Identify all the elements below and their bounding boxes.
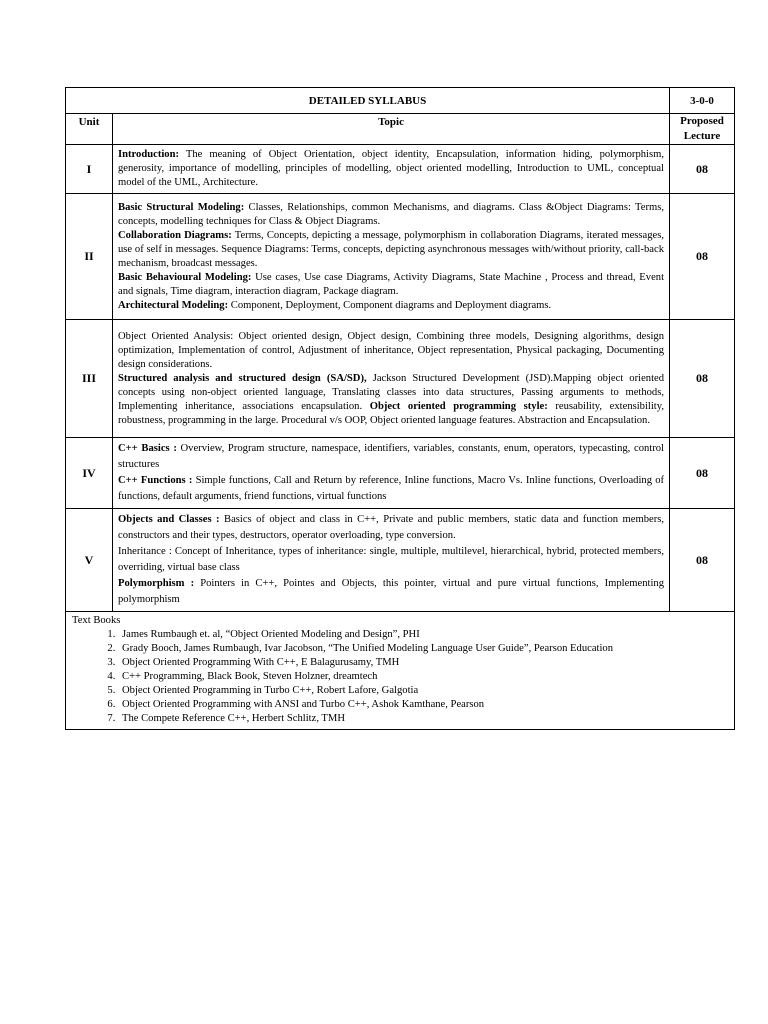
- topic-paragraph: [118, 372, 664, 428]
- unit-number: II: [66, 194, 113, 320]
- list-item: 7. The Compete Reference C++, Herbert Schlitz, TMH: [118, 712, 728, 726]
- topic-text: reusability, extensibility, robustness, programming in the large. Procedural v/s OOP, Object oriented language features. Abstraction and Encapsulation.: [118, 400, 665, 426]
- topic-text: Classes, Relationships, common Mechanisms, and diagrams. Class &Object Diagrams: Terms, concepts, modelling techniques for Class & Object Diagrams.: [118, 201, 665, 227]
- unit-number: V: [66, 509, 113, 612]
- topic-cell: [113, 145, 670, 194]
- topic-text: Overview, Program structure, namespace, identifiers, variables, constants, enum, operators, typecasting, control structures: [118, 443, 665, 470]
- topic-cell: [113, 438, 670, 509]
- list-item: 3. Object Oriented Programming With C++, E Balagurusamy, TMH: [118, 656, 728, 670]
- topic-text: Component, Deployment, Component diagrams and Deployment diagrams.: [228, 299, 552, 311]
- topic-cell: [113, 320, 670, 438]
- topic-text: Object Oriented Analysis: Object oriented design, Object design, Combining three models, Designing algorithms, design optimization, Implementation of control, Adjustment of inheritance, Object representation, Physical packaging, Documenting design considerations.: [118, 330, 665, 370]
- topic-heading: C++ Functions :: [118, 475, 193, 486]
- topic-heading: Object oriented programming style:: [369, 400, 548, 412]
- topic-text: Jackson Structured Development (JSD).Mapping object oriented concepts using non-object oriented language, Translating classes into data structures, Passing arguments to methods, Implementing inheritance, associations encapsulation.: [118, 372, 665, 412]
- unit-number: III: [66, 320, 113, 438]
- column-header-lecture: Proposed Lecture: [670, 114, 735, 145]
- column-header-row: [66, 114, 735, 145]
- unit-number: I: [66, 145, 113, 194]
- topic-heading: Polymorphism :: [118, 578, 195, 589]
- lecture-count: 08: [670, 438, 735, 509]
- list-item: 1. James Rumbaugh et. al, “Object Oriented Modeling and Design”, PHI: [118, 628, 728, 642]
- topic-text: The meaning of Object Orientation, object identity, Encapsulation, information hiding, polymorphism, generosity, importance of modelling, principles of modelling, object oriented modelling, Introduction to UML, conceptual model of the UML, Architecture.: [118, 149, 665, 188]
- syllabus-table: [65, 87, 735, 730]
- unit-number: IV: [66, 438, 113, 509]
- list-item: 2. Grady Booch, James Rumbaugh, Ivar Jacobson, “The Unified Modeling Language User Guide”, Pearson Education: [118, 642, 728, 656]
- topic-paragraph: [118, 576, 664, 608]
- topic-text: Pointers in C++, Pointes and Objects, this pointer, virtual and pure virtual functions, Implementing polymorphism: [118, 578, 664, 605]
- topic-text: Simple functions, Call and Return by reference, Inline functions, Macro Vs. Inline functions, Overloading of functions, default arguments, friend functions, virtual functions: [118, 475, 665, 502]
- title-row: [66, 88, 735, 114]
- lecture-count: 08: [670, 509, 735, 612]
- column-header-unit: Unit: [66, 114, 113, 145]
- list-item: 4. C++ Programming, Black Book, Steven Holzner, dreamtech: [118, 670, 728, 684]
- topic-paragraph: [118, 299, 664, 313]
- topic-paragraph: [118, 229, 664, 271]
- topic-text: Terms, Concepts, depicting a message, polymorphism in collaboration Diagrams, iterated messages, use of self in messages. Sequence Diagrams: Terms, concepts, depicting asynchronous messages with/without priority, call-back mechanism, broadcast messages.: [118, 229, 665, 269]
- topic-paragraph: [118, 473, 664, 505]
- topic-paragraph: [118, 271, 664, 299]
- table-row: [66, 320, 735, 438]
- topic-heading: Collaboration Diagrams:: [118, 229, 232, 241]
- topic-cell: [113, 194, 670, 320]
- table-row: [66, 194, 735, 320]
- topic-heading: Architectural Modeling:: [118, 299, 229, 311]
- topic-paragraph: [118, 544, 664, 576]
- topic-paragraph: [118, 330, 664, 372]
- topic-heading: C++ Basics :: [118, 443, 177, 454]
- list-item: 6. Object Oriented Programming with ANSI and Turbo C++, Ashok Kamthane, Pearson: [118, 698, 728, 712]
- lecture-count: 08: [670, 145, 735, 194]
- topic-paragraph: [118, 512, 664, 544]
- credits: 3-0-0: [670, 88, 735, 114]
- table-row: [66, 509, 735, 612]
- text-books-label: Text Books: [72, 615, 121, 626]
- topic-paragraph: [118, 148, 664, 190]
- topic-heading: Basic Behavioural Modeling:: [118, 271, 252, 283]
- topic-heading: Basic Structural Modeling:: [118, 201, 245, 213]
- topic-heading: Introduction:: [118, 149, 180, 160]
- text-books-list: [72, 628, 728, 726]
- table-title: DETAILED SYLLABUS: [66, 88, 670, 114]
- syllabus-page: [65, 87, 734, 730]
- table-row: [66, 438, 735, 509]
- list-item: 5. Object Oriented Programming in Turbo C++, Robert Lafore, Galgotia: [118, 684, 728, 698]
- lecture-count: 08: [670, 194, 735, 320]
- topic-text: Use cases, Use case Diagrams, Activity Diagrams, State Machine , Process and thread, Event and signals, Time diagram, interaction diagram, Package diagram.: [118, 271, 665, 297]
- text-books-row: [66, 612, 735, 730]
- topic-paragraph: [118, 441, 664, 473]
- topic-text: Inheritance : Concept of Inheritance, types of inheritance: single, multiple, multilevel, hierarchical, hybrid, protected members, overriding, virtual base class: [118, 546, 665, 573]
- lecture-count: 08: [670, 320, 735, 438]
- text-books-cell: [66, 612, 735, 730]
- table-row: [66, 145, 735, 194]
- topic-heading: Objects and Classes :: [118, 514, 220, 525]
- column-header-topic: Topic: [113, 114, 670, 145]
- topic-text: Basics of object and class in C++, Private and public members, static data and function members, constructors and their types, destructors, operator overloading, type conversion.: [118, 514, 665, 541]
- topic-paragraph: [118, 201, 664, 229]
- topic-cell: [113, 509, 670, 612]
- topic-heading: Structured analysis and structured design (SA/SD),: [118, 372, 367, 384]
